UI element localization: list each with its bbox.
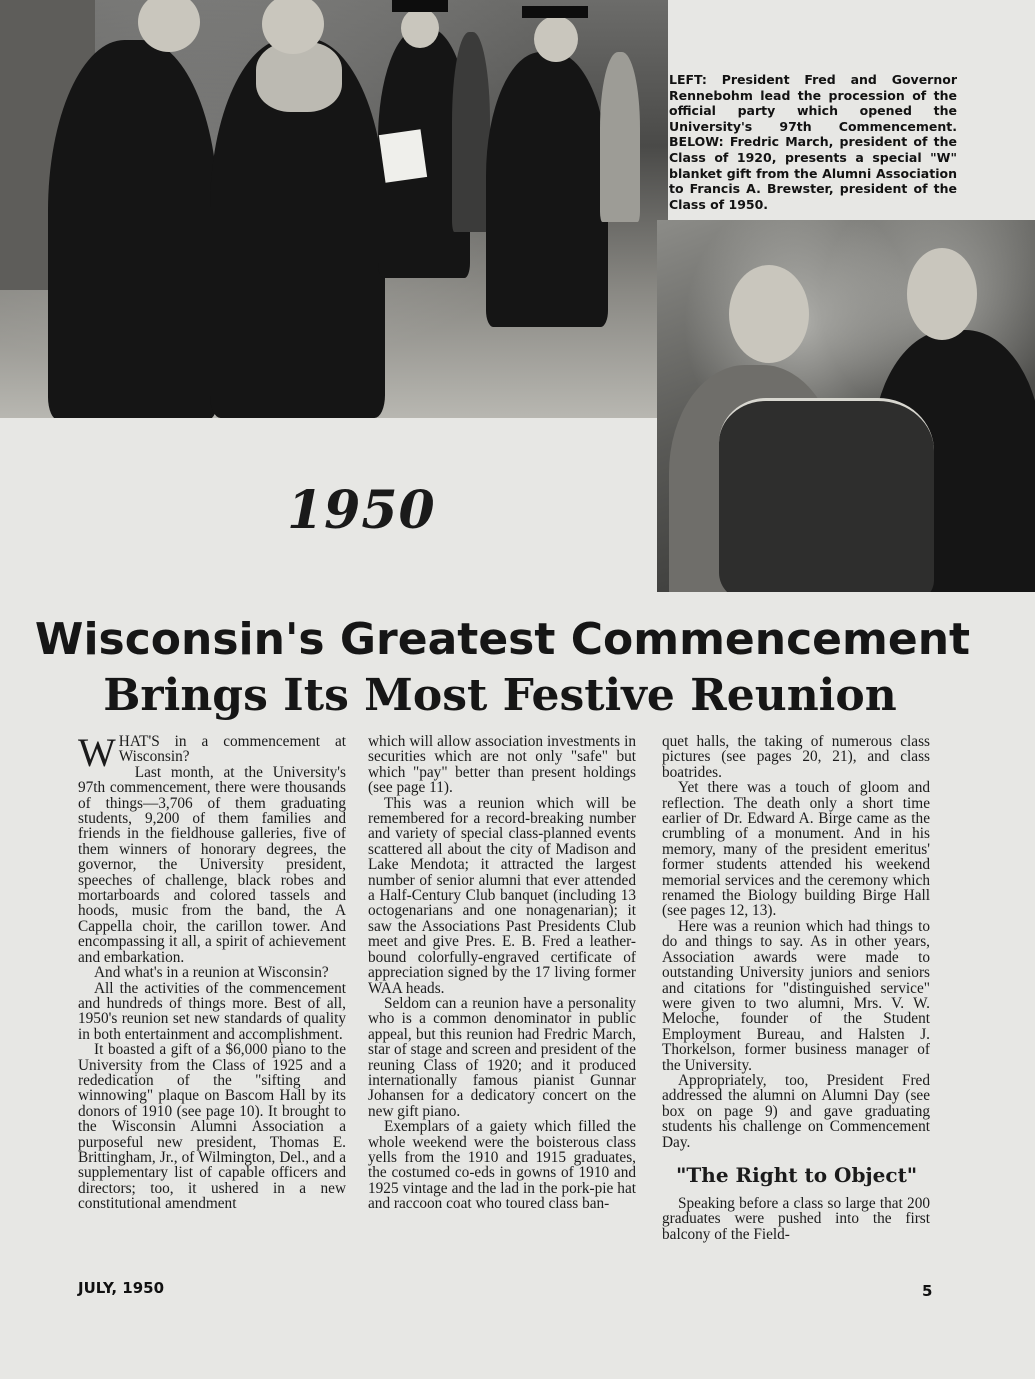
article-column-2 — [368, 734, 636, 1212]
page-number: 5 — [922, 1282, 933, 1300]
paragraph: quet halls, the taking of numerous class pictures (see pages 20, 21), and class boatrides. — [662, 733, 930, 781]
paragraph: Exemplars of a gaiety which filled the whole weekend were the boisterous class yells from the 1910 and 1915 graduates, the costumed co-eds in gowns of 1910 and 1925 vintage and the lad in the pork-pie hat and raccoon coat who toured class ban- — [368, 1118, 636, 1213]
article-column-3 — [662, 734, 930, 1242]
paragraph: which will allow association investments in securities which are not only "safe" but which "pay" better than present holdings (see page 11). — [368, 733, 636, 797]
photo-caption: LEFT: President Fred and Governor Rennebohm lead the procession of the official party which opened the University's 97th Commencement. BELOW: Fredric March, president of the Class of 1920, presents a special "W" blanket gift from the Alumni Association to Francis A. Brewster, president of the Class of 1950. — [669, 72, 957, 212]
year-title: 1950 — [287, 480, 436, 541]
headline-line-2: Brings Its Most Festive Reunion — [103, 670, 897, 721]
blanket-presentation-photo — [657, 220, 1035, 592]
paragraph: Here was a reunion which had things to do and things to say. As in other years, Association awards were made to outstanding University juniors and seniors and citations for "distinguished service" were given to two alumni, Mrs. V. W. Meloche, founder of the Student Employment Bureau, and Halsten J. Thorkelson, former business manager of the University. — [662, 917, 930, 1074]
paragraph: HAT'S in a commencement at Wisconsin? — [118, 733, 346, 766]
paragraph: Seldom can a reunion have a personality who is a common denominator in public appeal, but this reunion had Fredric March, star of stage and screen and president of the reuning Class of 1920; and it produced internationally famous pianist Gunnar Johansen for a dedicatory concert on the new gift piano. — [368, 994, 636, 1120]
issue-date: JULY, 1950 — [78, 1279, 165, 1297]
paragraph: It boasted a gift of a $6,000 piano to the University from the Class of 1925 and a rededication of the "sifting and winnowing" plaque on Bascom Hall by its donors of 1910 (see page 10). It brought to the Wisconsin Alumni Association a purposeful new president, Thomas E. Brittingham, Jr., of Wilmington, Del., and a supplementary list of capable officers and directors; too, it ushered in a new constitutional amendment — [78, 1041, 346, 1213]
headline-line-1: Wisconsin's Greatest Commencement — [34, 614, 971, 665]
paragraph: Appropriately, too, President Fred addressed the alumni on Alumni Day (see box on page 9) and gave graduating students his challenge on Commencement Day. — [662, 1071, 930, 1151]
procession-photo — [0, 0, 668, 418]
paragraph: Last month, at the University's 97th commencement, there were thousands of things—3,706 of them graduating students, 9,200 of them families and friends in the fieldhouse galleries, five of them winners of honorary degrees, the governor, the University president, speeches of challenge, black robes and mortarboards and colored tassels and hoods, music from the band, the A Cappella choir, the carillon tower. And encompassing it all, a spirit of achievement and embarkation. — [78, 763, 346, 966]
drop-cap: W — [78, 730, 116, 775]
paragraph: Speaking before a class so large that 200 graduates were pushed into the first balcony of the Field- — [662, 1194, 930, 1243]
section-subhead: "The Right to Object" — [676, 1162, 918, 1187]
paragraph: Yet there was a touch of gloom and reflection. The death only a short time earlier of Dr. Edward A. Birge came as the crumbling of a monument. And in his memory, many of the president emeritus' former students attended his weekend memorial services and the ceremony which renamed the Biology building Birge Hall (see pages 12, 13). — [662, 779, 930, 920]
paragraph: And what's in a reunion at Wisconsin? — [94, 964, 329, 982]
article-column-1 — [78, 730, 346, 1213]
paragraph: All the activities of the commencement and hundreds of things more. Best of all, 1950's reunion set new standards of quality in both entertainment and accomplishment. — [78, 979, 346, 1043]
paragraph: This was a reunion which will be remembered for a record-breaking number and variety of special class-planned events scattered all about the city of Madison and Lake Mendota; it attracted the largest number of senior alumni that ever attended a Half-Century Club banquet (including 13 octogenarians and one nonagenarian); it saw the Associations Past Presidents Club meet and give Pres. E. B. Fred a leather-bound colorfully-engraved certificate of appreciation signed by the 17 living former WAA heads. — [368, 794, 636, 997]
